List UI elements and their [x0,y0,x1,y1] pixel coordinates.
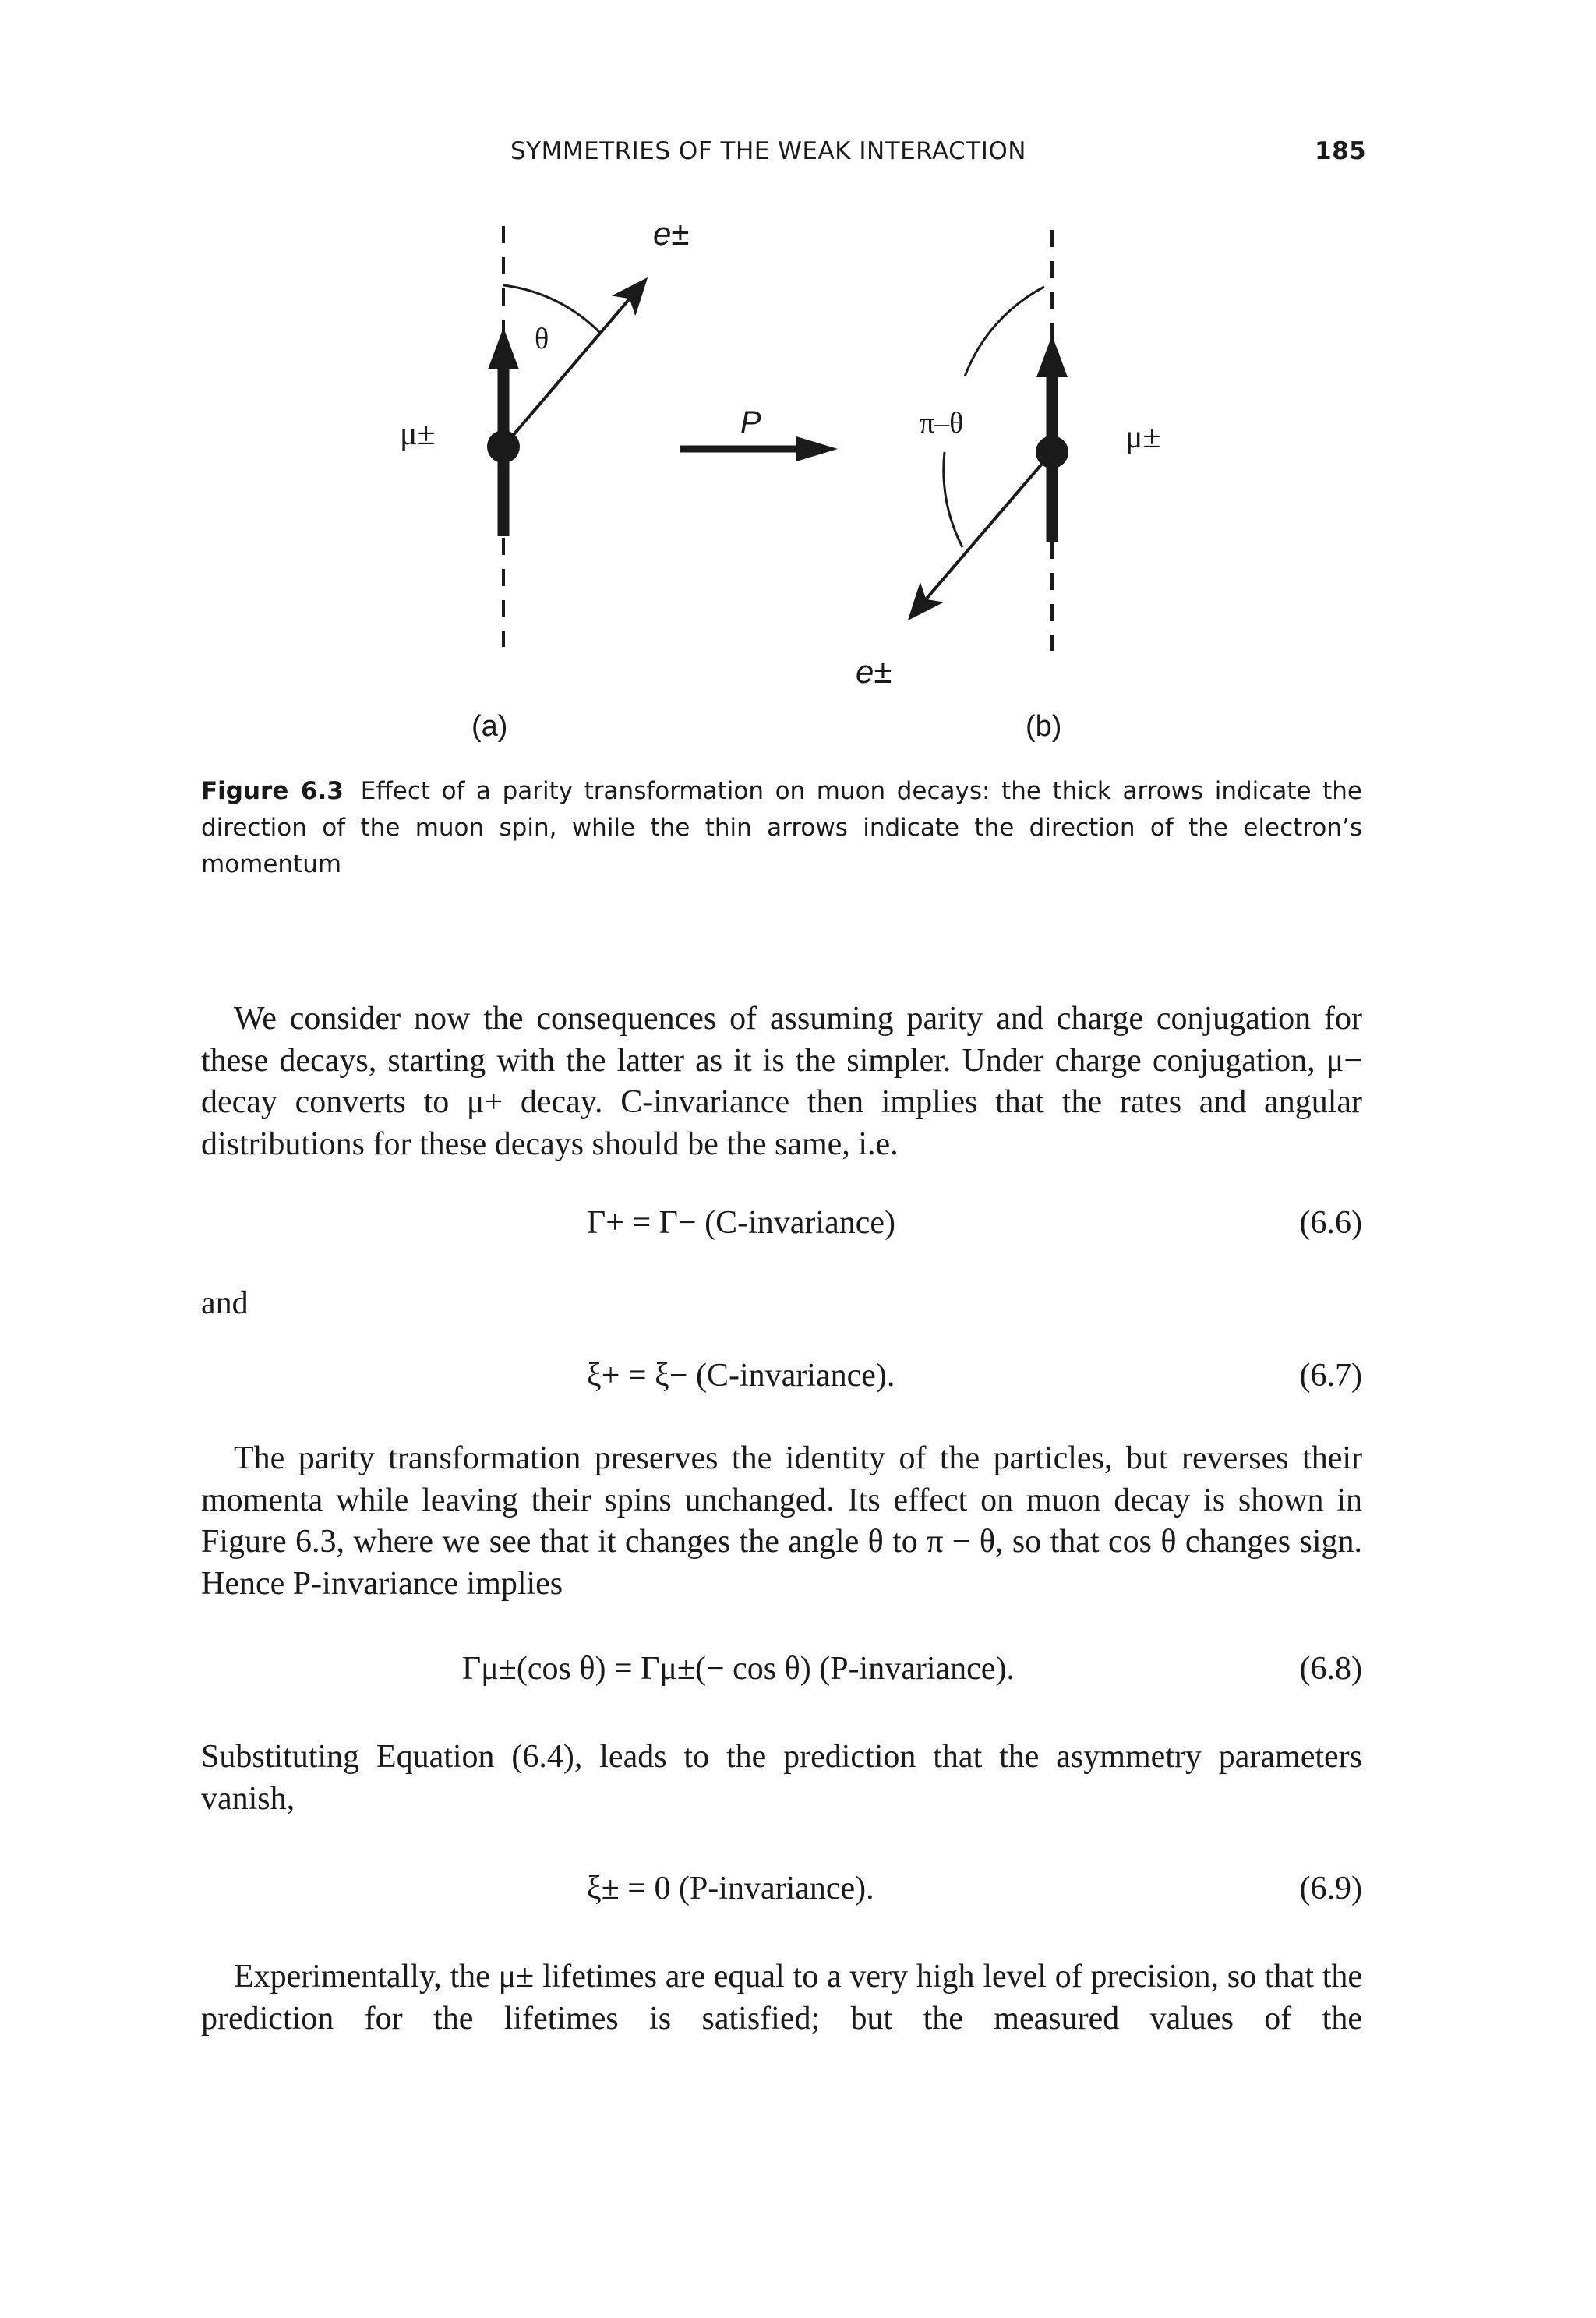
parity-arrow-head [796,436,838,461]
panel-label-a: (a) [471,710,508,743]
equation-6-7-expression: ξ+ = ξ− (C-invariance). [587,1358,895,1394]
parity-transform-arrow [680,405,838,461]
figure-6-3 [0,0,1596,764]
equation-6-7 [201,1354,1362,1398]
equation-6-8-number: (6.8) [1299,1651,1362,1687]
equation-6-6 [201,1201,1362,1245]
angle-arc-b-upper [965,287,1044,376]
running-title: SYMMETRIES OF THE WEAK INTERACTION [510,137,1026,165]
equation-6-9-number: (6.9) [1299,1871,1362,1906]
page-number: 185 [1315,137,1367,165]
connector-and: and [201,1285,249,1321]
figure-caption [201,773,1362,883]
angle-label-a: θ [535,323,549,355]
paragraph-4: Experimentally, the μ± lifetimes are equal to a very high level of precision, so that the prediction for the lifetimes is satisfied; but the measured values of the [201,1959,1362,2037]
paragraph-3: Substituting Equation (6.4), leads to the prediction that the asymmetry parameters vanish, [201,1739,1362,1817]
equation-6-9 [201,1867,1362,1910]
equation-6-6-number: (6.6) [1299,1205,1362,1241]
angle-arc-b-lower [944,452,962,547]
muon-label-b: μ± [1125,419,1161,455]
equation-6-7-number: (6.7) [1299,1358,1362,1394]
paragraph-1: We consider now the consequences of assuming parity and charge conjugation for these decays, starting with the latter as it is the simpler. Under charge conjugation, μ− decay converts to μ+ decay. C-invariance then implies that the rates and angular distributions for these decays should be the same, i.e. [201,1001,1362,1162]
panel-a [400,215,689,743]
equation-6-6-expression: Γ+ = Γ− (C-invariance) [587,1205,895,1241]
muon-spin-arrowhead-b [1036,335,1068,377]
muon-spin-arrowhead-a [488,327,519,369]
caption-label: Figure 6.3 [201,777,344,805]
panel-b [856,230,1161,743]
equation-6-8 [201,1647,1362,1691]
equation-6-9-expression: ξ± = 0 (P-invariance). [587,1871,874,1906]
caption-text: Effect of a parity transformation on muon decays: the thick arrows indicate the direction of the muon spin, while the thin arrows indicate the direction of the electron’s momentum [201,777,1362,878]
equation-6-8-expression: Γμ±(cos θ) = Γμ±(− cos θ) (P-invariance). [462,1651,1015,1687]
electron-momentum-arrow-b [912,452,1052,616]
electron-momentum-arrow-a [503,282,644,447]
parity-label: P [740,405,761,440]
electron-label-b: e± [856,653,892,690]
paragraph-2: The parity transformation preserves the identity of the particles, but reverses their momenta while leaving their spins unchanged. Its effect on muon decay is shown in Figure 6.3, where we see that it changes the angle θ to π − θ, so that cos θ changes sign. Hence P-invariance implies [201,1440,1362,1602]
muon-label-a: μ± [400,416,436,452]
angle-arc-a [503,285,600,333]
angle-label-b: π–θ [920,407,964,440]
panel-label-b: (b) [1026,710,1062,743]
electron-label-a: e± [653,215,690,252]
